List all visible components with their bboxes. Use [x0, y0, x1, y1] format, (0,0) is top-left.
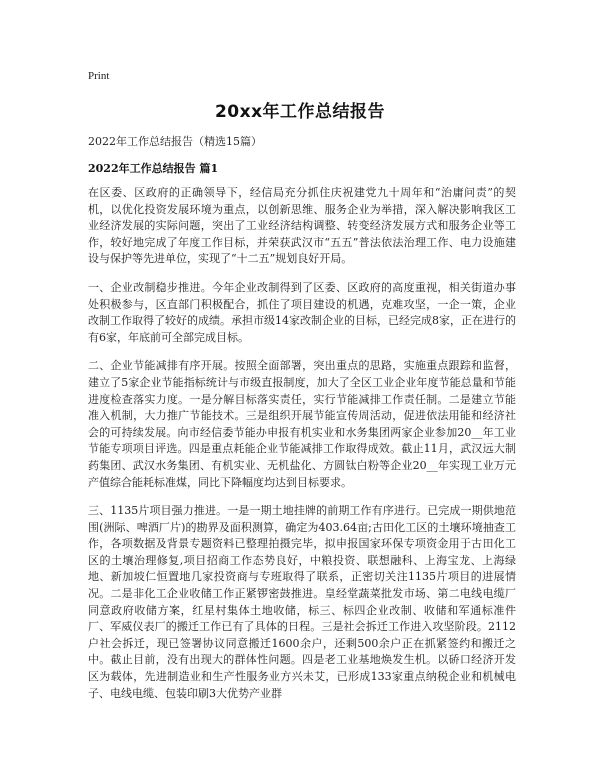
paragraph-energy-saving: 二、企业节能减排有序开展。按照全面部署，突出重点的思路，实施重点跟踪和监督，建立了5家企业节能指标统计与市级直报制度，加大了全区工业企业年度节能总量和节能进度检查落实力度。一是分解目标落实责任，实行节能减排工作责任制。二是建立节能准入机制，大力推广节能技术。三是组织开展节能宣传周活动，促进依法用能和经济社会的可持续发展。向市经信委节能办申报有机实业和水务集团两家企业参加20__年工业节能专项项目评选。四是重点耗能企业节能减排工作取得成效。截止11月，武汉远大制药集团、武汉水务集团、有机实业、无机盐化、方圆钛白粉等企业20__年实现工业万元产值综合能耗标准煤，同比下降幅度均达到目标要求。: [88, 359, 516, 489]
document-title: 20xx年工作总结报告: [214, 102, 386, 122]
paragraph-intro: 在区委、区政府的正确领导下，经信局充分抓住庆祝建党九十周年和“治庸问责”的契机，以优化投资发展环境为重点，以创新思维、服务企业为举措，深入解决影响我区工业经济发展的实际问题，突出了工业经济结构调整、转变经济发展方式和服务企业等工作，较好地完成了年度工作目标，并荣获武汉市“五五”普法依法治理工作、电力设施建设与保护等先进单位，实现了“十二五”规划良好开局。: [88, 186, 516, 266]
print-link[interactable]: Print: [88, 70, 110, 82]
article-body: [88, 185, 516, 714]
paragraph-project-1135: 三、1135片项目强力推进。一是一期土地挂牌的前期工作有序进行。已完成一期供地范围(洲际、啤酒厂片)的勘界及面积测算，确定为403.64亩;古田化工区的土壤环境抽查工作，各项数据及背景专题资料已整理拍摄完毕，拟申报国家环保专项资金用于古田化工区的土壤治理修复,项目招商工作态势良好，中粮投资、联想融科、上海宝龙、上海绿地、新加坡仁恒置地几家投资商与专班取得了联系，正密切关注1135片项目的进展情况。二是非化工企业收储工作正紧锣密鼓推进。皇经堂蔬菜批发市场、第二电线电缆厂同意政府收储方案，红星村集体土地收储，标三、标四企业改制、收储和军通标准件厂、军威仪表厂的搬迁工作已有了具体的日程。三是社会拆迁工作进入攻坚阶段。2112户社会拆迁，现已签署协议同意搬迁1600余户，还剩500余户正在抓紧签约和搬迁之中。截止目前，没有出现大的群体性问题。四是老工业基地焕发生机。以硚口经济开发区为载体，先进制造业和生产性服务业方兴未艾，已形成133家重点纳税企业和机械电子、电线电缆、包装印刷3大优势产业群: [88, 504, 516, 700]
document-subtitle: 2022年工作总结报告（精选15篇）: [88, 135, 262, 148]
section-heading: 2022年工作总结报告 篇1: [88, 162, 219, 175]
paragraph-enterprise-reform: 一、企业改制稳步推进。今年企业改制得到了区委、区政府的高度重视，相关街道办事处积极参与，区直部门积极配合，抓住了项目建设的机遇，克难攻坚，一企一策，企业改制工作取得了较好的成绩。承担市级14家改制企业的目标，已经完成8家，正在进行的有6家，年底前可全部完成目标。: [88, 280, 516, 344]
